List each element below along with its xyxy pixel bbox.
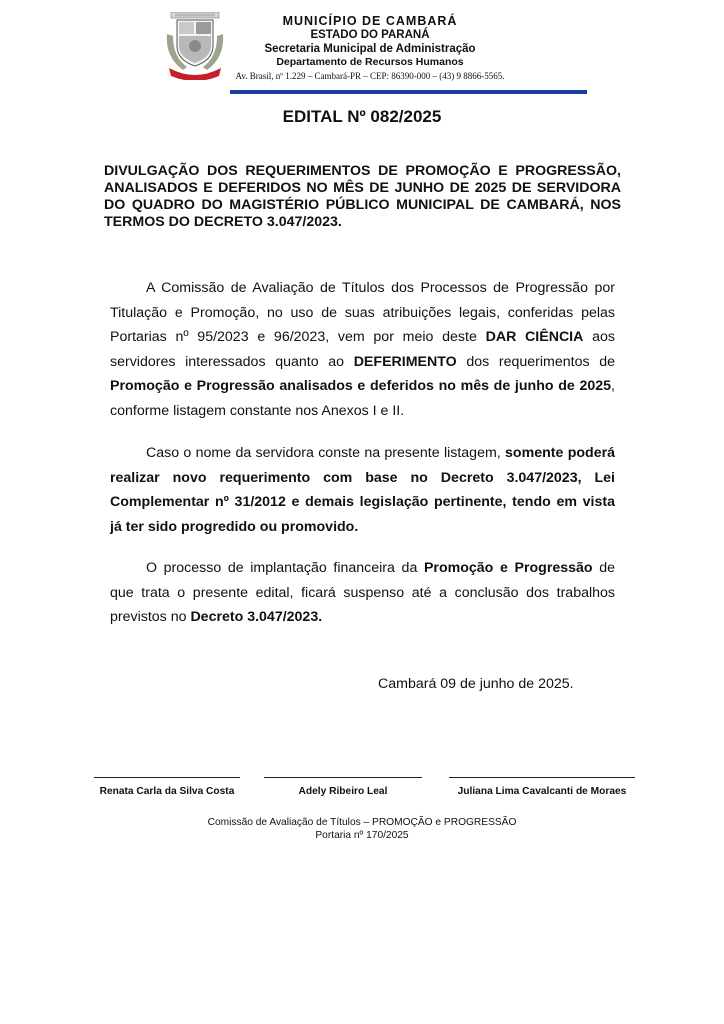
- signature-line: [264, 777, 422, 778]
- signature-line: [94, 777, 240, 778]
- commission-name: Comissão de Avaliação de Títulos – PROMOÇÃO e PROGRESSÃO: [207, 817, 517, 828]
- header-divider: [230, 90, 587, 94]
- paragraph-1: [110, 276, 615, 424]
- paragraph-1-bold: Promoção e Progressão analisados e deferidos no mês de junho de 2025: [110, 378, 612, 395]
- state-name: ESTADO DO PARANÁ: [310, 29, 430, 41]
- date-line: Cambará 09 de junho de 2025.: [378, 676, 574, 692]
- signature-line: [449, 777, 635, 778]
- paragraph-2-text: Caso o nome da servidora conste na presente listagem,: [146, 445, 506, 461]
- paragraph-1-bold: DAR CIÊNCIA: [485, 329, 584, 346]
- secretariat-name: Secretaria Municipal de Administração: [264, 43, 476, 55]
- paragraph-3-bold: Decreto 3.047/2023.: [190, 609, 323, 626]
- signature-block: [263, 777, 423, 797]
- paragraph-1-text: aos servidores interessados quanto ao: [110, 329, 615, 370]
- paragraph-1-text: A Comissão de Avaliação de Títulos dos Processos de Progressão por Titulação e Promoção, no uso de suas atribuições legais, conferidas pelas Portarias nº 95/2023 e 96/2023, vem por meio deste: [110, 280, 615, 346]
- commission-footer: [0, 816, 724, 842]
- paragraph-3-text: O processo de implantação financeira da: [146, 560, 424, 576]
- paragraph-3-text: de que trata o presente edital, ficará suspenso até a conclusão dos trabalhos previstos no: [110, 560, 615, 626]
- paragraph-2-bold: somente poderá realizar novo requerimento com base no Decreto 3.047/2023, Lei Complementar nº 31/2012 e demais legislação pertinente, tendo em vista já ter sido progredido ou promovido.: [110, 445, 616, 535]
- ordinance-number: Portaria nº 170/2025: [315, 830, 409, 841]
- paragraph-1-text: dos requerimentos de: [456, 353, 615, 370]
- signatory-name: Adely Ribeiro Leal: [298, 786, 388, 797]
- signature-block: [93, 777, 241, 797]
- paragraph-2: [110, 441, 615, 539]
- municipality-name: MUNICÍPIO DE CAMBARÁ: [282, 14, 458, 28]
- paragraph-1-bold: DEFERIMENTO: [353, 353, 457, 370]
- subject-heading: DIVULGAÇÃO DOS REQUERIMENTOS DE PROMOÇÃO E PROGRESSÃO, ANALISADOS E DEFERIDOS NO MÊS DE JUNHO DE 2025 DE SERVIDORA DO QUADRO DO MAGISTÉRIO PÚBLICO MUNICIPAL DE CAMBARÁ, NOS TERMOS DO DECRETO 3.047/2023.: [104, 163, 621, 230]
- paragraph-3: [110, 556, 615, 630]
- signature-block: [446, 777, 638, 797]
- letterhead: [200, 14, 540, 83]
- paragraph-3-bold: Promoção e Progressão: [423, 560, 593, 576]
- address-line: Av. Brasil, nº 1.229 – Cambará-PR – CEP: 86390-000 – (43) 9 8866-5565.: [235, 71, 505, 81]
- edital-title: EDITAL Nº 082/2025: [282, 107, 442, 126]
- department-name: Departamento de Recursos Humanos: [276, 56, 464, 68]
- paragraph-1-text: , conforme listagem constante nos Anexos I e II.: [110, 378, 615, 419]
- signatory-name: Renata Carla da Silva Costa: [99, 786, 235, 797]
- signatory-name: Juliana Lima Cavalcanti de Moraes: [457, 786, 627, 797]
